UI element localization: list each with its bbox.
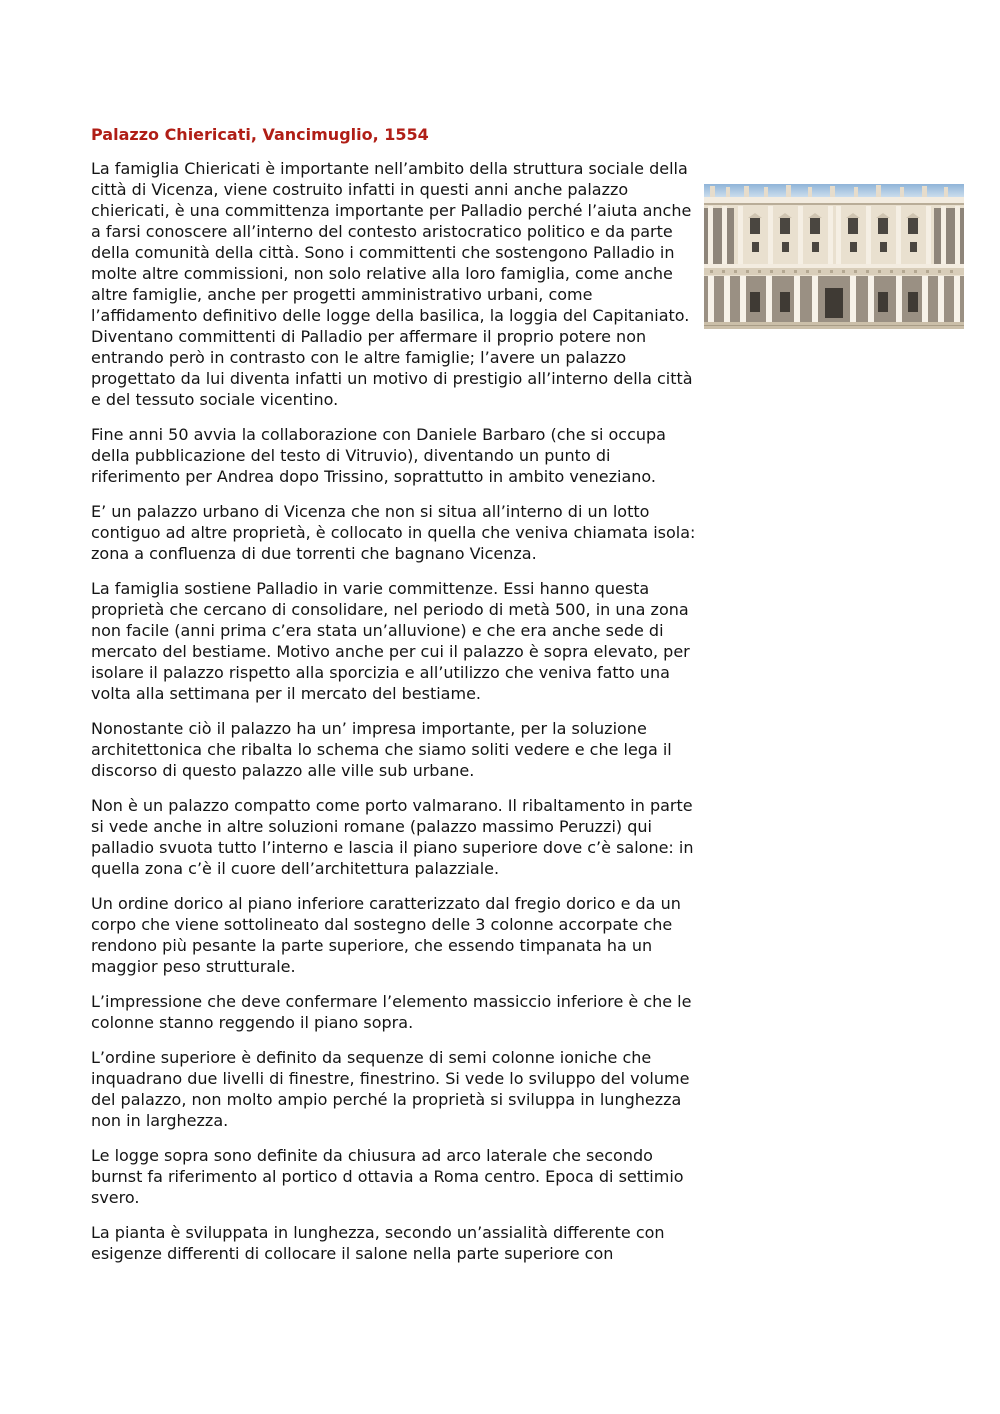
page-title: Palazzo Chiericati, Vancimuglio, 1554 [91, 125, 429, 144]
paragraph: L’impressione che deve confermare l’elemento massiccio inferiore è che le colonne stanno reggendo il piano sopra. [91, 992, 692, 1032]
paragraph: Le logge sopra sono definite da chiusura ad arco laterale che secondo burnst fa riferimento al portico d ottavia a Roma centro. Epoca di settimio svero. [91, 1146, 684, 1207]
palazzo-facade-photo [704, 184, 964, 329]
palazzo-facade-illustration [704, 184, 964, 329]
paragraph: E’ un palazzo urbano di Vicenza che non si situa all’interno di un lotto contiguo ad altre proprietà, è collocato in quella che veniva chiamata isola: zona a confluenza di due torrenti che bagnano Vicenza. [91, 502, 696, 563]
paragraph: Non è un palazzo compatto come porto valmarano. Il ribaltamento in parte si vede anche in altre soluzioni romane (palazzo massimo Peruzzi) qui palladio svuota tutto l’interno e lascia il piano superiore dove c’è salone: in quella zona c’è il cuore dell’architettura palazziale. [91, 796, 694, 878]
paragraph: Fine anni 50 avvia la collaborazione con Daniele Barbaro (che si occupa della pubblicazione del testo di Vitruvio), diventando un punto di riferimento per Andrea dopo Trissino, soprattutto in ambito veneziano. [91, 425, 666, 486]
paragraph: La pianta è sviluppata in lunghezza, secondo un’assialità differente con esigenze differenti di collocare il salone nella parte superiore con [91, 1223, 665, 1263]
paragraph: La famiglia sostiene Palladio in varie committenze. Essi hanno questa proprietà che cercano di consolidare, nel periodo di metà 500, in una zona non facile (anni prima c’era stata un’alluvione) e che era anche sede di mercato del bestiame. Motivo anche per cui il palazzo è sopra elevato, per isolare il palazzo rispetto alla sporcizia e all’utilizzo che veniva fatto una volta alla settimana per il mercato del bestiame. [91, 579, 690, 703]
paragraph: Un ordine dorico al piano inferiore caratterizzato dal fregio dorico e da un corpo che viene sottolineato dal sostegno delle 3 colonne accorpate che rendono più pesante la parte superiore, che essendo timpanata ha un maggior peso strutturale. [91, 894, 681, 976]
article-body [91, 158, 699, 1278]
paragraph: L’ordine superiore è definito da sequenze di semi colonne ioniche che inquadrano due livelli di finestre, finestrino. Si vede lo sviluppo del volume del palazzo, non molto ampio perché la proprietà si sviluppa in lunghezza non in larghezza. [91, 1048, 690, 1130]
paragraph: Nonostante ciò il palazzo ha un’ impresa importante, per la soluzione architettonica che ribalta lo schema che siamo soliti vedere e che lega il discorso di questo palazzo alle ville sub urbane. [91, 719, 672, 780]
paragraph: La famiglia Chiericati è importante nell’ambito della struttura sociale della città di Vicenza, viene costruito infatti in questi anni anche palazzo chiericati, è una committenza importante per Palladio perché l’aiuta anche a farsi conoscere all’interno del contesto aristocratico politico e da parte della comunità della città. Sono i committenti che sostengono Palladio in molte altre commissioni, non solo relative alla loro famiglia, come anche altre famiglie, anche per progetti amministrativo urbani, come l’affidamento definitivo delle logge della basilica, la loggia del Capitaniato. Diventano committenti di Palladio per affermare il proprio potere non entrando però in contrasto con le altre famiglie; l’avere un palazzo progettato da lui diventa infatti un motivo di prestigio all’interno della città e del tessuto sociale vicentino. [91, 159, 693, 409]
